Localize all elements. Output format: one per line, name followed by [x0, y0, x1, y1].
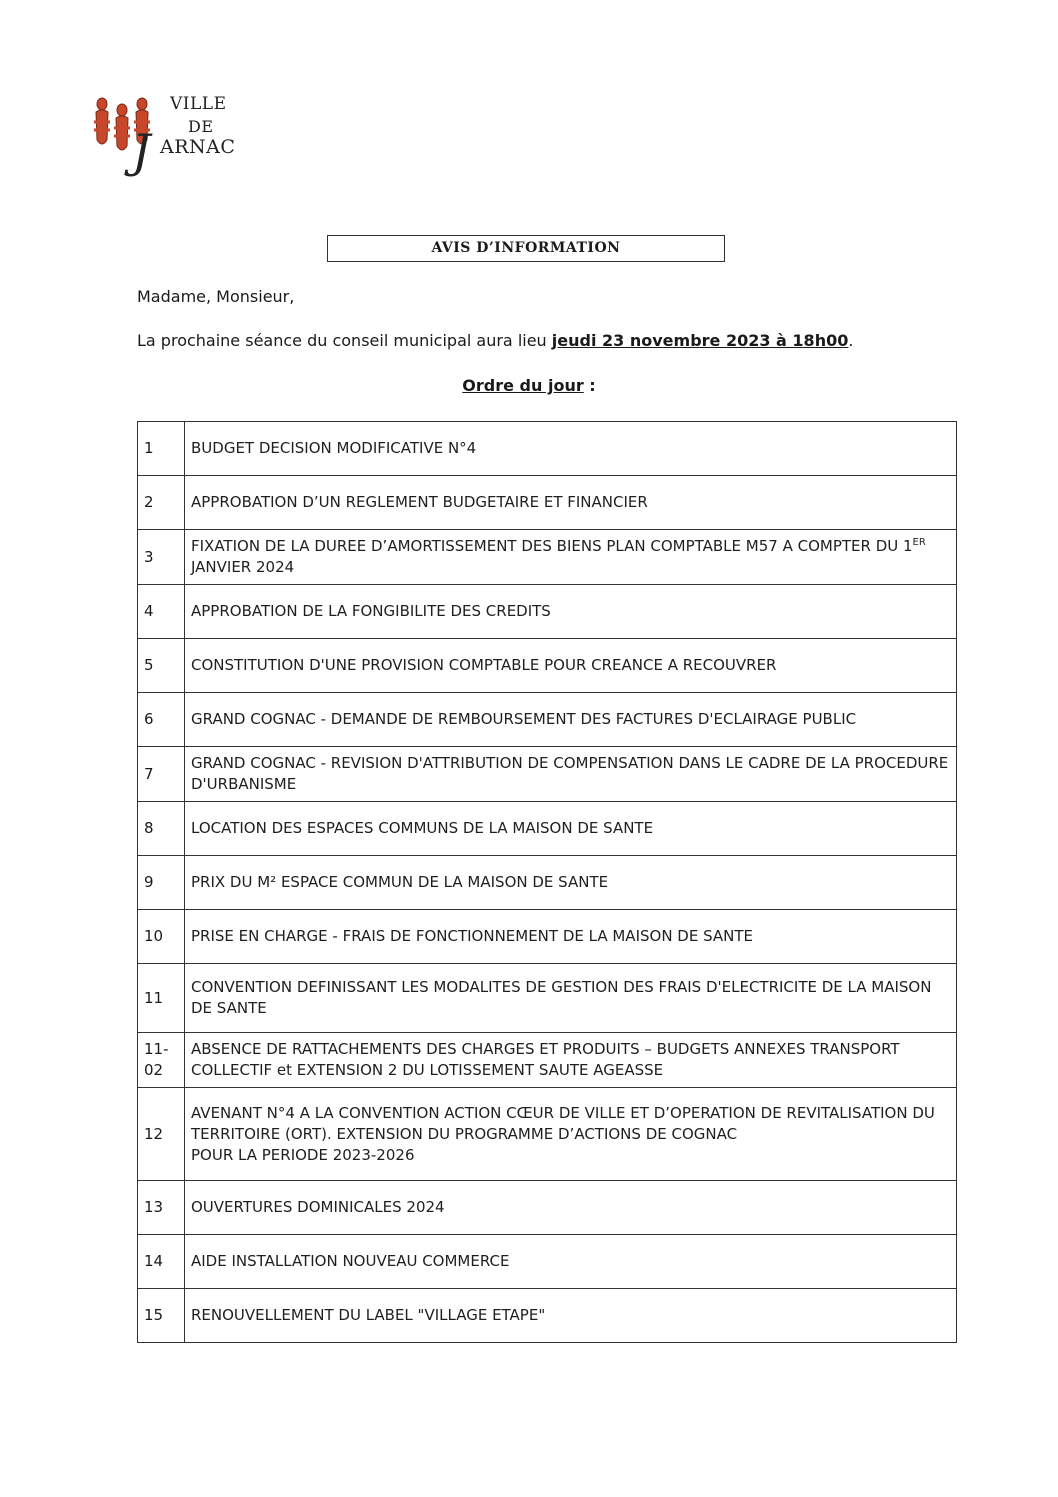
salutation: Madame, Monsieur, [137, 287, 295, 306]
agenda-row [138, 1235, 957, 1289]
agenda-item-text: FIXATION DE LA DUREE D’AMORTISSEMENT DES BIENS PLAN COMPTABLE M57 A COMPTER DU 1 [191, 537, 913, 555]
agenda-number: 11 [138, 964, 185, 1033]
agenda-item-sup: ER [912, 537, 926, 548]
notice-title: AVIS D’INFORMATION [327, 235, 725, 262]
agenda-row [138, 639, 957, 693]
agenda-row [138, 910, 957, 964]
agenda-row [138, 585, 957, 639]
agenda-item: OUVERTURES DOMINICALES 2024 [185, 1181, 957, 1235]
agenda-item: AIDE INSTALLATION NOUVEAU COMMERCE [185, 1235, 957, 1289]
agenda-item: APPROBATION D’UN REGLEMENT BUDGETAIRE ET FINANCIER [185, 476, 957, 530]
agenda-row [138, 1088, 957, 1181]
agenda-number: 6 [138, 693, 185, 747]
agenda-heading [0, 376, 1058, 395]
city-logo [92, 92, 262, 184]
agenda-item: CONSTITUTION D'UNE PROVISION COMPTABLE POUR CREANCE A RECOUVRER [185, 639, 957, 693]
agenda-heading-label: Ordre du jour [462, 376, 584, 395]
intro-end: . [848, 331, 854, 350]
agenda-row [138, 1289, 957, 1343]
intro-text: La prochaine séance du conseil municipal aura lieu [137, 331, 552, 350]
agenda-number: 15 [138, 1289, 185, 1343]
agenda-item-text: AVENANT N°4 A LA CONVENTION ACTION CŒUR DE VILLE ET D’OPERATION DE REVITALISATION DU TERRITOIRE (ORT). EXTENSION DU PROGRAMME D’ACTIONS DE COGNAC [191, 1103, 935, 1143]
agenda-item: BUDGET DECISION MODIFICATIVE N°4 [185, 422, 957, 476]
intro-paragraph [137, 331, 853, 350]
agenda-item [185, 530, 957, 585]
logo-text-arnac: ARNAC [160, 136, 236, 158]
agenda-row [138, 1181, 957, 1235]
agenda-number: 14 [138, 1235, 185, 1289]
logo-initial: J [132, 124, 151, 178]
agenda-row [138, 856, 957, 910]
agenda-item: PRISE EN CHARGE - FRAIS DE FONCTIONNEMENT DE LA MAISON DE SANTE [185, 910, 957, 964]
agenda-number: 8 [138, 802, 185, 856]
agenda-row [138, 964, 957, 1033]
agenda-number: 12 [138, 1088, 185, 1181]
agenda-number: 4 [138, 585, 185, 639]
agenda-item: ABSENCE DE RATTACHEMENTS DES CHARGES ET PRODUITS – BUDGETS ANNEXES TRANSPORT COLLECTIF et EXTENSION 2 DU LOTISSEMENT SAUTE AGEASSE [185, 1033, 957, 1088]
agenda-number: 11-02 [138, 1033, 185, 1088]
agenda-row [138, 802, 957, 856]
agenda-heading-suffix: : [583, 376, 596, 395]
agenda-item: GRAND COGNAC - REVISION D'ATTRIBUTION DE COMPENSATION DANS LE CADRE DE LA PROCEDURE D'URBANISME [185, 747, 957, 802]
agenda-number: 2 [138, 476, 185, 530]
agenda-row [138, 530, 957, 585]
agenda-number: 13 [138, 1181, 185, 1235]
agenda-row [138, 1033, 957, 1088]
agenda-number: 10 [138, 910, 185, 964]
agenda-item: CONVENTION DEFINISSANT LES MODALITES DE GESTION DES FRAIS D'ELECTRICITE DE LA MAISON DE SANTE [185, 964, 957, 1033]
agenda-row [138, 693, 957, 747]
agenda-number: 7 [138, 747, 185, 802]
agenda-item: RENOUVELLEMENT DU LABEL "VILLAGE ETAPE" [185, 1289, 957, 1343]
agenda-table [137, 421, 957, 1343]
agenda-item: PRIX DU M² ESPACE COMMUN DE LA MAISON DE SANTE [185, 856, 957, 910]
agenda-number: 9 [138, 856, 185, 910]
agenda-item: APPROBATION DE LA FONGIBILITE DES CREDITS [185, 585, 957, 639]
agenda-row [138, 422, 957, 476]
agenda-row [138, 476, 957, 530]
logo-text-ville: VILLE [170, 94, 227, 114]
agenda-item [185, 1088, 957, 1181]
agenda-number: 5 [138, 639, 185, 693]
agenda-item: GRAND COGNAC - DEMANDE DE REMBOURSEMENT DES FACTURES D'ECLAIRAGE PUBLIC [185, 693, 957, 747]
agenda-item-text-line2: POUR LA PERIODE 2023-2026 [191, 1145, 415, 1164]
logo-text-de: DE [188, 117, 214, 136]
agenda-number: 3 [138, 530, 185, 585]
agenda-item: LOCATION DES ESPACES COMMUNS DE LA MAISON DE SANTE [185, 802, 957, 856]
meeting-date: jeudi 23 novembre 2023 à 18h00 [551, 331, 849, 350]
agenda-number: 1 [138, 422, 185, 476]
agenda-row [138, 747, 957, 802]
agenda-item-text-after: JANVIER 2024 [191, 558, 295, 576]
